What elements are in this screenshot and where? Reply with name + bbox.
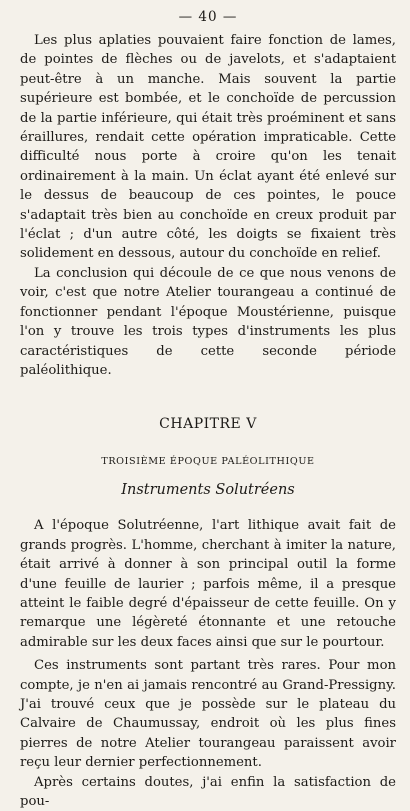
chapter-title: CHAPITRE V — [159, 416, 257, 433]
page-number: — 40 — — [178, 9, 238, 25]
paragraph-5: Après certains doutes, j'ai enfin la satisfaction de pou- — [20, 774, 396, 809]
paragraph-4: Ces instruments sont partant très rares. Pour mon compte, je n'en ai jamais rencontré au Grand-Pressigny. J'ai trouvé ceux que je possède sur le plateau du Calvaire de Chaumussay, endroit où les plus fines pierres de notre Atelier tourangeau paraissent avoir reçu leur dernier perfectionnement. — [20, 658, 396, 771]
section-title: Instruments Solutréens — [121, 482, 295, 499]
paragraph-3: A l'époque Solutréenne, l'art lithique avait fait de grands progrès. L'homme, cherchant à imiter la nature, était arrivé à donner à son principal outil la forme d'une feuille de laurier ; parfois même, il a presque atteint le faible degré d'épaisseur de cette feuille. On y remarque une légèreté étonnante et une retouche admirable sur les deux faces ainsi que sur le pourtour. — [20, 518, 396, 650]
chapter-subtitle: TROISIÈME ÉPOQUE PALÉOLITHIQUE — [101, 456, 315, 468]
paragraph-2: La conclusion qui découle de ce que nous venons de voir, c'est que notre Atelier tourangeau a continué de fonctionner pendant l'époque Moustérienne, puisque l'on y trouve les trois types d'instruments les plus caractéristiques de cette seconde période paléolithique. — [20, 265, 396, 378]
paragraph-1: Les plus aplaties pouvaient faire fonction de lames, de pointes de flèches ou de javelots, et s'adaptaient peut-être à un manche. Mais souvent la partie supérieure est bombée, et le conchoïde de percussion de la partie inférieure, qui était très proéminent et sans éraillures, rendait cette opération impraticable. Cette difficulté nous porte à croire qu'on les tenait ordinairement à la main. Un éclat ayant été enlevé sur le dessus de beaucoup de ces pointes, le pouce s'adaptait très bien au conchoïde en creux produit par l'éclat ; d'un autre côté, les doigts se fixaient très solidement en dessous, autour du conchoïde en relief. — [20, 33, 396, 262]
